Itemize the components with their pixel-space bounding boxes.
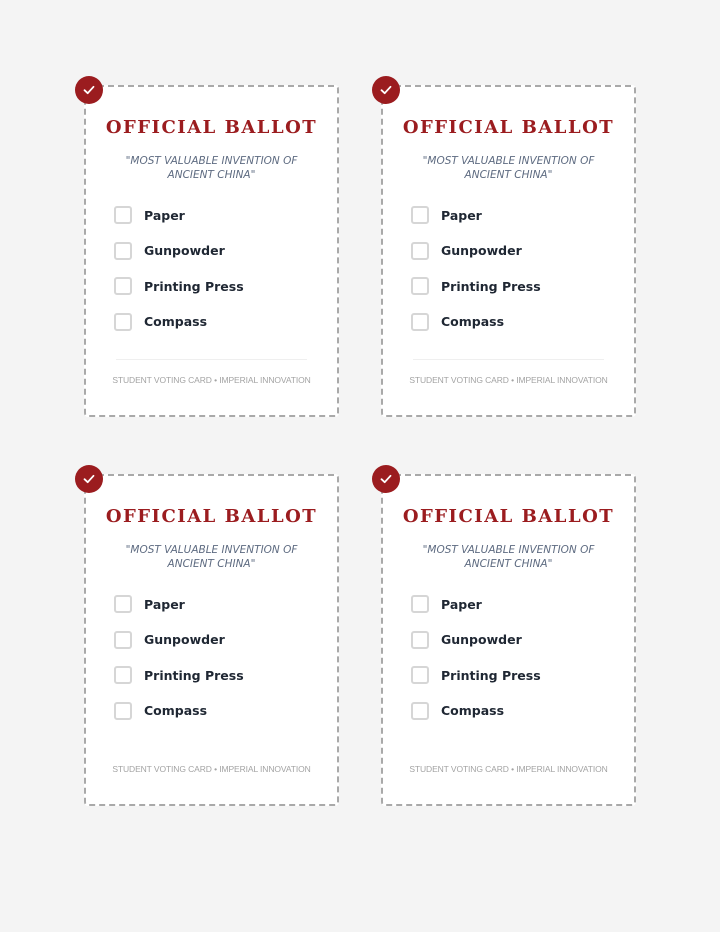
ballot-footer: STUDENT VOTING CARD • IMPERIAL INNOVATION	[112, 375, 311, 385]
ballot-question: "MOST VALUABLE INVENTION OF ANCIENT CHINA"	[422, 155, 595, 181]
option-checkbox[interactable]	[114, 242, 132, 260]
option-label: Gunpowder	[144, 632, 225, 647]
divider	[116, 359, 307, 360]
option-label: Paper	[144, 596, 185, 612]
option-checkbox[interactable]	[114, 277, 132, 295]
ballot-grid	[84, 85, 636, 806]
option-label: Printing Press	[441, 667, 541, 683]
ballot-card	[84, 85, 339, 417]
option-checkbox[interactable]	[411, 595, 429, 613]
option-checkbox[interactable]	[411, 313, 429, 331]
option-label: Paper	[144, 207, 185, 223]
option-checkbox[interactable]	[114, 666, 132, 684]
option-label: Compass	[441, 314, 505, 329]
option-label: Gunpowder	[144, 243, 225, 258]
option-printing-press[interactable]	[411, 275, 614, 297]
ballot-title: OFFICIAL BALLOT	[105, 117, 318, 138]
ballot-footer: STUDENT VOTING CARD • IMPERIAL INNOVATION	[409, 375, 608, 385]
ballot-title: OFFICIAL BALLOT	[105, 506, 318, 527]
ballot-question: "MOST VALUABLE INVENTION OF ANCIENT CHINA"	[422, 544, 595, 570]
option-checkbox[interactable]	[114, 206, 132, 224]
option-gunpowder[interactable]	[411, 629, 614, 651]
option-label: Paper	[441, 596, 482, 612]
option-checkbox[interactable]	[114, 631, 132, 649]
option-compass[interactable]	[411, 700, 614, 722]
option-checkbox[interactable]	[114, 595, 132, 613]
option-label: Printing Press	[441, 278, 541, 294]
ballot-card	[84, 474, 339, 806]
option-checkbox[interactable]	[411, 277, 429, 295]
checkmark-icon	[75, 76, 103, 104]
option-printing-press[interactable]	[114, 275, 317, 297]
divider	[413, 359, 604, 360]
option-label: Printing Press	[144, 667, 244, 683]
checkmark-icon	[75, 465, 103, 493]
ballot-question: "MOST VALUABLE INVENTION OF ANCIENT CHINA"	[125, 155, 298, 181]
option-label: Gunpowder	[441, 632, 522, 647]
option-label: Compass	[441, 703, 505, 718]
option-list	[114, 593, 317, 735]
ballot-footer: STUDENT VOTING CARD • IMPERIAL INNOVATION	[409, 764, 608, 774]
option-checkbox[interactable]	[411, 242, 429, 260]
option-gunpowder[interactable]	[411, 240, 614, 262]
checkmark-icon	[372, 465, 400, 493]
ballot-footer: STUDENT VOTING CARD • IMPERIAL INNOVATION	[112, 764, 311, 774]
option-compass[interactable]	[411, 311, 614, 333]
option-checkbox[interactable]	[411, 206, 429, 224]
option-list	[114, 204, 317, 346]
option-printing-press[interactable]	[114, 664, 317, 686]
option-compass[interactable]	[114, 700, 317, 722]
ballot-card	[381, 474, 636, 806]
option-printing-press[interactable]	[411, 664, 614, 686]
ballot-title: OFFICIAL BALLOT	[402, 506, 615, 527]
option-paper[interactable]	[114, 593, 317, 615]
option-label: Gunpowder	[441, 243, 522, 258]
option-checkbox[interactable]	[114, 313, 132, 331]
option-checkbox[interactable]	[411, 666, 429, 684]
option-list	[411, 593, 614, 735]
ballot-title: OFFICIAL BALLOT	[402, 117, 615, 138]
ballot-card	[381, 85, 636, 417]
option-label: Compass	[144, 703, 208, 718]
option-checkbox[interactable]	[411, 631, 429, 649]
option-checkbox[interactable]	[114, 702, 132, 720]
option-label: Printing Press	[144, 278, 244, 294]
ballot-question: "MOST VALUABLE INVENTION OF ANCIENT CHINA"	[125, 544, 298, 570]
option-paper[interactable]	[411, 593, 614, 615]
option-checkbox[interactable]	[411, 702, 429, 720]
option-label: Paper	[441, 207, 482, 223]
checkmark-icon	[372, 76, 400, 104]
option-label: Compass	[144, 314, 208, 329]
option-paper[interactable]	[114, 204, 317, 226]
option-compass[interactable]	[114, 311, 317, 333]
option-gunpowder[interactable]	[114, 629, 317, 651]
option-list	[411, 204, 614, 346]
option-paper[interactable]	[411, 204, 614, 226]
option-gunpowder[interactable]	[114, 240, 317, 262]
